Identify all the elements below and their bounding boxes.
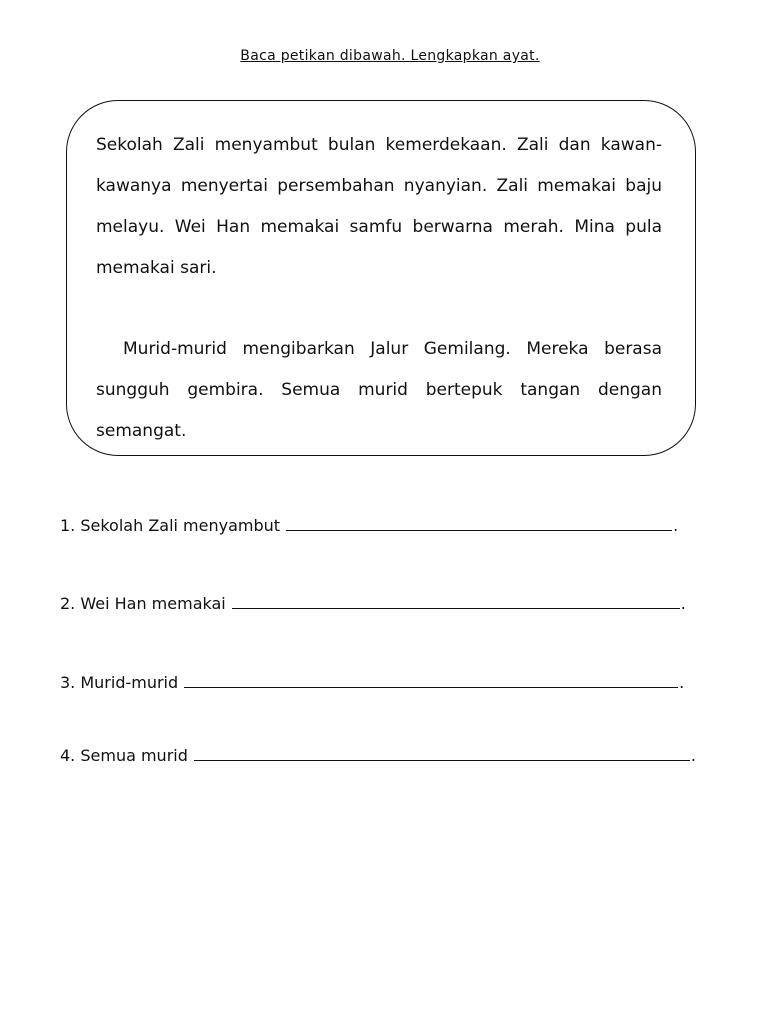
question-3-text: 3. Murid-murid (60, 673, 179, 692)
question-4-answer-blank[interactable] (194, 746, 690, 761)
question-1 (60, 516, 678, 535)
worksheet-instruction: Baca petikan dibawah. Lengkapkan ayat. (240, 48, 540, 64)
question-3 (60, 673, 684, 692)
question-2-text: 2. Wei Han memakai (60, 594, 226, 613)
question-4-period: . (690, 746, 696, 765)
question-3-answer-blank[interactable] (184, 673, 678, 688)
question-1-text: 1. Sekolah Zali menyambut (60, 516, 281, 535)
question-2-period: . (680, 594, 686, 613)
question-4-text: 4. Semua murid (60, 746, 188, 765)
passage-paragraph-2: Murid-murid mengibarkan Jalur Gemilang. Mereka berasa sungguh gembira. Semua murid bertepuk tangan dengan semangat. (96, 339, 662, 441)
question-2-answer-blank[interactable] (232, 594, 680, 609)
question-2 (60, 594, 686, 613)
question-1-answer-blank[interactable] (286, 516, 672, 531)
question-4 (60, 746, 696, 765)
passage-paragraph-1: Sekolah Zali menyambut bulan kemerdekaan. Zali dan kawan-kawanya menyertai persembahan nyanyian. Zali memakai baju melayu. Wei Han memakai samfu berwarna merah. Mina pula memakai sari. (96, 135, 662, 278)
question-1-period: . (673, 516, 679, 535)
question-3-period: . (679, 673, 685, 692)
